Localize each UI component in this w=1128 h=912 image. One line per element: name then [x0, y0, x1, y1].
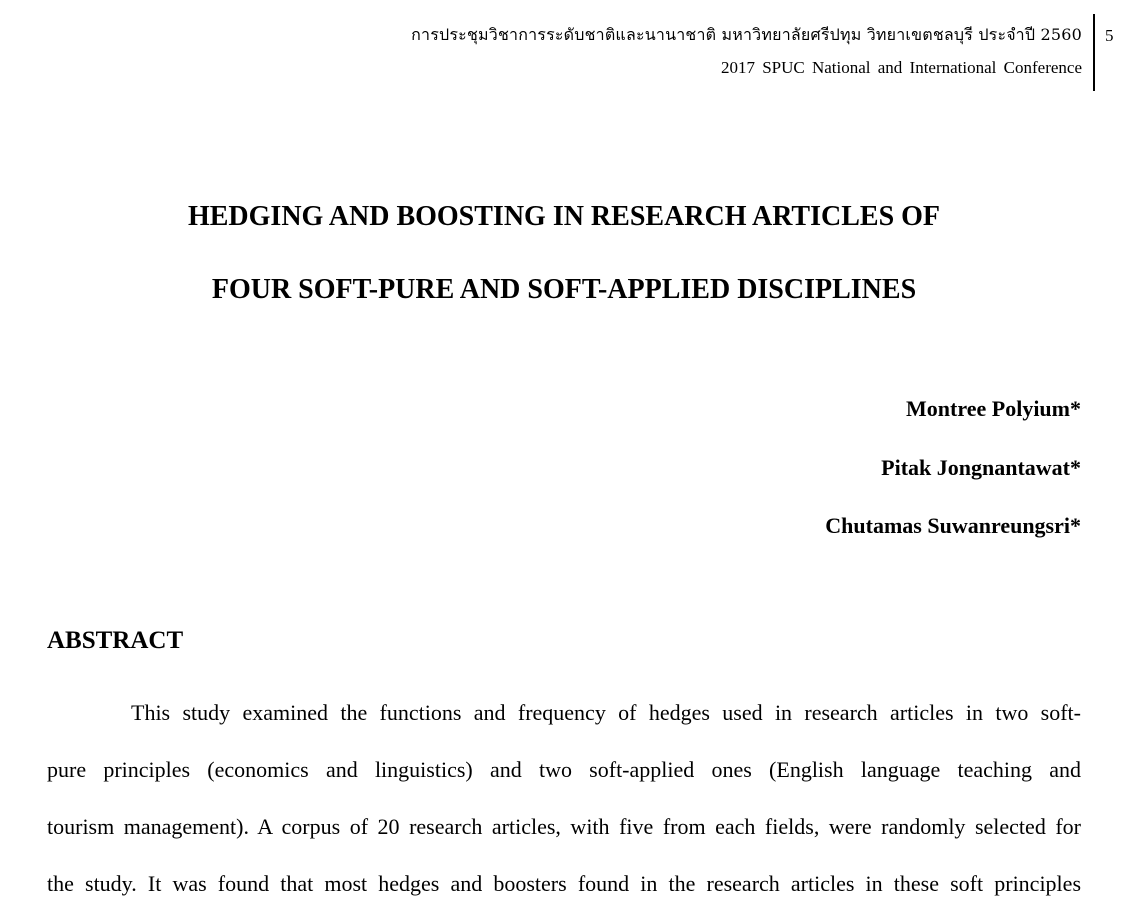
abstract-line: the study. It was found that most hedges and boosters found in the research articles in these soft principles [47, 871, 1081, 896]
paper-title [0, 180, 1128, 326]
author-name: Montree Polyium* [906, 396, 1081, 421]
abstract-heading: ABSTRACT [47, 627, 184, 654]
abstract-line: This study examined the functions and frequency of hedges used in research articles in two soft- [131, 700, 1081, 725]
running-header [411, 14, 1082, 80]
page-number: 5 [1105, 26, 1114, 45]
abstract-line: pure principles (economics and linguistics) and two soft-applied ones (English language teaching and [47, 757, 1081, 782]
author-name: Chutamas Suwanreungsri* [825, 513, 1081, 538]
abstract-line: tourism management). A corpus of 20 research articles, with five from each fields, were randomly selected for [47, 814, 1081, 839]
header-vertical-rule [1093, 14, 1095, 91]
header-thai-conference-title: การประชุมวิชาการระดับชาติและนานาชาติ มหาวิทยาลัยศรีปทุม วิทยาเขตชลบุรี ประจำปี 2560 [411, 25, 1082, 44]
author-list [825, 380, 1081, 556]
author-name: Pitak Jongnantawat* [881, 454, 1081, 480]
paper-title-line-2: FOUR SOFT-PURE AND SOFT-APPLIED DISCIPLINES [211, 274, 917, 305]
header-english-conference-title: 2017 SPUC National and International Conference [720, 58, 1082, 77]
paper-title-line-1: HEDGING AND BOOSTING IN RESEARCH ARTICLES OF [187, 201, 941, 232]
abstract-body [47, 684, 1081, 912]
